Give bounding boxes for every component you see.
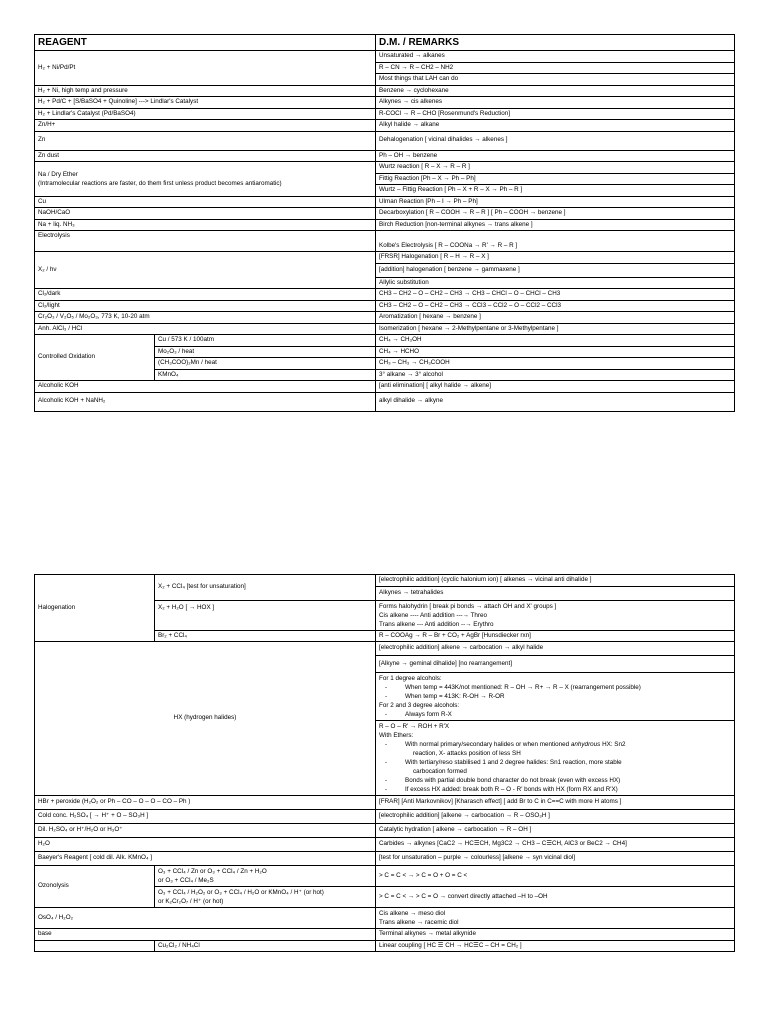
condition-line: or K₂Cr₂O₇ / H⁺ (or hot) — [158, 898, 224, 905]
remarks-line: Always form R-X — [405, 711, 452, 718]
remarks-line: If excess HX added: break both R – O - R' bonds with HX (form RX and R'X) — [405, 786, 618, 793]
remarks-line: reaction, X- attacks position of less SH — [413, 750, 521, 757]
reagent-cell: Zn/H+ — [35, 120, 376, 132]
table-row — [35, 85, 735, 97]
table-row — [35, 852, 735, 866]
condition-cell: X₂ + H₂O [ → HOX ] — [155, 600, 376, 630]
table-row — [35, 392, 735, 411]
table-header-row — [35, 35, 735, 51]
table-row — [35, 908, 735, 929]
dash-bullet: - — [385, 741, 388, 748]
reagent-cell: Na + liq. NH₃ — [35, 219, 376, 231]
table-row — [35, 289, 735, 301]
condition-cell: Cu₂Cl₂ / NH₄Cl — [155, 940, 376, 952]
table-row — [35, 231, 735, 252]
table-row — [35, 120, 735, 132]
table-row — [35, 642, 735, 656]
table-row — [35, 162, 735, 174]
condition-line: O₃ + CCl₄ / Zn or O₃ + CCl₄ / Zn + H₂O — [158, 868, 267, 875]
table-row — [35, 810, 735, 824]
remarks-cell: Carbides → alkynes [CaC2 → HC☰CH, Mg3C2 → CH3 – C☰CH, AlC3 or BeC2 → CH4] — [376, 838, 735, 852]
remarks-cell: CH3 – CH2 – O – CH2 – CH3 → CCl3 – CCl2 – O – CCl2 – CCl3 — [376, 300, 735, 312]
table-row — [35, 208, 735, 220]
condition-cell — [155, 887, 376, 908]
reagent-line: Na / Dry Ether — [38, 170, 78, 178]
table-row — [35, 97, 735, 109]
reagent-cell: H₂ + Pd/C + [S/BaSO4 + Quinoline] ---> Lindlar's Catalyst — [35, 97, 376, 109]
remarks-line: carbocation formed — [413, 768, 467, 775]
remarks-cell: [FRSR] Halogenation [ R – H → R – X ] — [376, 252, 735, 264]
reagent-cell: Cu — [35, 196, 376, 208]
reagent-cell: Alcoholic KOH — [35, 381, 376, 393]
table-row — [35, 323, 735, 335]
condition-cell: Cu / 573 K / 100atm — [155, 335, 376, 347]
reagent-cell: OsO₄ / H₂O₂ — [35, 908, 376, 929]
dash-bullet: - — [385, 786, 388, 793]
remarks-cell: [electrophilic addition] alkene → carbocation → alkyl halide — [376, 642, 735, 656]
remarks-cell — [376, 600, 735, 630]
reagent-cell: Ozonolysis — [35, 866, 155, 908]
remarks-cell: Catalytic hydration [ alkene → carbocation → R – OH ] — [376, 824, 735, 838]
condition-line: O₃ + CCl₄ / H₂O₂ or O₃ + CCl₄ / H₂O or KMnO₄ / H⁺ (or hot) — [158, 889, 324, 896]
remarks-line: Bonds with partial double bond character do not break (even with excess HX) — [405, 777, 621, 784]
remarks-cell — [376, 908, 735, 929]
reagent-cell: Zn dust — [35, 150, 376, 162]
reagent-line: (Intramolecular reactions are faster, do them first unless product becomes antiaromatic) — [38, 179, 282, 187]
table-row — [35, 575, 735, 587]
dash-bullet: - — [385, 711, 388, 718]
reagent-cell: Controlled Oxidation — [35, 335, 155, 381]
remarks-cell: Most things that LAH can do — [376, 74, 735, 86]
remarks-line: HX: Sn2 — [602, 741, 626, 748]
table-row — [35, 131, 735, 150]
table-row — [35, 300, 735, 312]
dash-bullet: - — [385, 777, 388, 784]
remarks-cell: Fittig Reaction [Ph – X → Ph – Ph] — [376, 173, 735, 185]
reagent-cell: H₂ + Ni, high temp and pressure — [35, 85, 376, 97]
remarks-cell — [376, 673, 735, 721]
remarks-cell: [addition] halogenation [ benzene → gammaxene ] — [376, 263, 735, 277]
condition-cell — [155, 866, 376, 887]
remarks-line: With normal primary/secondary halides or when mentioned — [405, 741, 570, 748]
remarks-cell: [Alkyne → geminal dihalide] [no rearrangement] — [376, 656, 735, 673]
table-row — [35, 108, 735, 120]
remarks-cell: Ulman Reaction [Ph – I → Ph – Ph] — [376, 196, 735, 208]
condition-cell: Br₂ + CCl₄ — [155, 630, 376, 642]
remarks-cell: Allylic substitution — [376, 277, 735, 289]
remarks-cell: Decarboxylation [ R – COOH → R – R ] [ Ph – COOH → benzene ] — [376, 208, 735, 220]
reagent-table-1 — [34, 34, 735, 412]
reagent-cell: Cold conc. H₂SO₄ [ → H⁺ + O – SO₃H ] — [35, 810, 376, 824]
remarks-cell: [test for unsaturation – purple → colourless] [alkene → syn vicinal diol] — [376, 852, 735, 866]
remarks-cell: Dehalogenation [ vicinal dihalides → alkenes ] — [376, 131, 735, 150]
remarks-line: When temp = 443K/not mentioned: R – OH → R+ → R – X (rearrangement possible) — [405, 684, 641, 691]
reagent-table-2 — [34, 574, 735, 952]
reagent-cell: Halogenation — [35, 575, 155, 642]
reagent-cell: H₂ + Ni/Pd/Pt — [35, 51, 376, 86]
remarks-cell: [electrophilic addition] (cyclic halonium ion) [ alkenes → vicinal anti dihalide ] — [376, 575, 735, 587]
table-row — [35, 381, 735, 393]
reagent-cell: Electrolysis — [35, 231, 376, 252]
remarks-line: When temp = 413K: R-OH → R-OR — [405, 693, 505, 700]
remarks-emphasis: anhydrous — [570, 741, 601, 748]
reagent-cell: X₂ / hν — [35, 252, 376, 289]
remarks-cell: CH₄ → HCHO — [376, 346, 735, 358]
remarks-line: For 2 and 3 degree alcohols: — [379, 702, 460, 709]
remarks-line: For 1 degree alcohols: — [379, 675, 442, 682]
reagent-cell: Cl₂/dark — [35, 289, 376, 301]
reagent-cell: Anh. AlCl₃ / HCl — [35, 323, 376, 335]
remarks-cell: Aromatization [ hexane → benzene ] — [376, 312, 735, 324]
reagent-cell: Cl₂/light — [35, 300, 376, 312]
remarks-cell: [FRAR] [Anti Markovnikov] [Kharasch effect] [ add Br to C in C==C with more H atoms ] — [376, 796, 735, 810]
remarks-cell: R – CN → R – CH2 – NH2 — [376, 62, 735, 74]
remarks-cell: R-COCl → R – CHO [Rosenmund's Reduction] — [376, 108, 735, 120]
table-row — [35, 219, 735, 231]
reagent-cell — [35, 162, 376, 197]
reagent-cell: HX (hydrogen halides) — [35, 642, 376, 796]
reagent-cell: base — [35, 929, 376, 941]
remarks-cell: Ph – OH → benzene — [376, 150, 735, 162]
reagent-cell: HBr + peroxide (H₂O₂ or Ph – CO – O – O – CO – Ph ) — [35, 796, 376, 810]
remarks-line: Forms halohydrin [ break pi bonds → attach OH and X' groups ] — [379, 602, 557, 610]
table-row — [35, 335, 735, 347]
table-row — [35, 51, 735, 63]
remarks-cell: Wurtz – Fittig Reaction [ Ph – X + R – X → Ph – R ] — [376, 185, 735, 197]
remarks-cell: Birch Reduction [non-terminal alkynes → trans alkene ] — [376, 219, 735, 231]
remarks-cell: CH₃ – CH₃ → CH₃COOH — [376, 358, 735, 370]
dash-bullet: - — [385, 693, 388, 700]
remarks-cell: Linear coupling [ HC ☰ CH → HC☰C – CH = CH₂ ] — [376, 940, 735, 952]
reagent-cell: Zn — [35, 131, 376, 150]
condition-cell: X₂ + CCl₄ [test for unsaturation] — [155, 575, 376, 601]
reagent-cell: H₂O — [35, 838, 376, 852]
remarks-line: Trans alkene --- Anti addition --→ Erythro — [379, 620, 494, 628]
remarks-cell: Kolbe's Electrolysis [ R – COONa → R' → R – R ] — [376, 231, 735, 252]
table-row — [35, 929, 735, 941]
remarks-cell: CH3 – CH2 – O – CH2 – CH3 → CH3 – CHCl – O – CHCl – CH3 — [376, 289, 735, 301]
condition-cell: KMnO₄ — [155, 369, 376, 381]
table-row — [35, 940, 735, 952]
reagent-cell: Baeyer's Reagent [ cold dil. Alk. KMnO₄ ] — [35, 852, 376, 866]
dash-bullet: - — [385, 759, 388, 766]
remarks-line: Cis alkene → meso diol — [379, 910, 446, 917]
remarks-line: R – O – R' → ROH + R'X — [379, 723, 450, 730]
reagent-header: REAGENT — [35, 35, 376, 51]
remarks-cell: 3° alkane → 3° alcohol — [376, 369, 735, 381]
remarks-cell: R – COOAg → R – Br + CO₂ + AgBr [Hunsdiecker rxn] — [376, 630, 735, 642]
remarks-cell: Alkynes → tetrahalides — [376, 586, 735, 600]
remarks-cell — [376, 721, 735, 796]
condition-cell: (CH₃COO)₂Mn / heat — [155, 358, 376, 370]
remarks-cell: Isomerization [ hexane → 2-Methylpentane or 3-Methylpentane ] — [376, 323, 735, 335]
remarks-cell: Unsaturated → alkanes — [376, 51, 735, 63]
table-row — [35, 866, 735, 887]
remarks-line: Trans alkene → racemic diol — [379, 919, 459, 926]
remarks-header: D.M. / REMARKS — [376, 35, 735, 51]
table-row — [35, 312, 735, 324]
reagent-cell: H₂ + Lindlar's Catalyst (Pd/BaSO4) — [35, 108, 376, 120]
table-row — [35, 796, 735, 810]
remarks-cell: CH₄ → CH₃OH — [376, 335, 735, 347]
reagent-cell: Dil. H₂SO₄ or H⁺/H₂O or H₃O⁺ — [35, 824, 376, 838]
remarks-cell: Alkynes → cis alkenes — [376, 97, 735, 109]
condition-line: or O₃ + CCl₄ / Me₂S — [158, 877, 214, 884]
reagent-cell: NaOH/CaO — [35, 208, 376, 220]
remarks-cell: > C = C < → > C = O + O = C < — [376, 866, 735, 887]
remarks-cell: alkyl dihalide → alkyne — [376, 392, 735, 411]
table-row — [35, 150, 735, 162]
table-row — [35, 824, 735, 838]
remarks-cell: [electrophilic addition] [alkene → carbocation → R – OSO₃H ] — [376, 810, 735, 824]
remarks-line: Cis alkene ---- Anti addition ---→ Threo — [379, 611, 488, 619]
dash-bullet: - — [385, 684, 388, 691]
remarks-cell: [anti elimination] [ alkyl halide → alkene] — [376, 381, 735, 393]
remarks-cell: Benzene → cyclohexane — [376, 85, 735, 97]
remarks-cell: Wurtz reaction [ R – X → R – R ] — [376, 162, 735, 174]
condition-cell: Mo₂O₃ / heat — [155, 346, 376, 358]
remarks-line: With tertiary/reso stabilised 1 and 2 degree halides: Sn1 reaction, more stable — [405, 759, 622, 766]
reagent-cell: Cr₂O₃ / V₂O₅ / Mo₂O₃, 773 K, 10-20 atm — [35, 312, 376, 324]
table-row — [35, 838, 735, 852]
remarks-line: With Ethers: — [379, 732, 414, 739]
remarks-cell: Terminal alkynes → metal alkynide — [376, 929, 735, 941]
remarks-cell: > C = C < → > C = O → convert directly attached –H to –OH — [376, 887, 735, 908]
reagent-cell — [35, 940, 155, 952]
remarks-cell: Alkyl halide → alkane — [376, 120, 735, 132]
table-row — [35, 252, 735, 264]
reagent-cell: Alcoholic KOH + NaNH₂ — [35, 392, 376, 411]
table-row — [35, 196, 735, 208]
